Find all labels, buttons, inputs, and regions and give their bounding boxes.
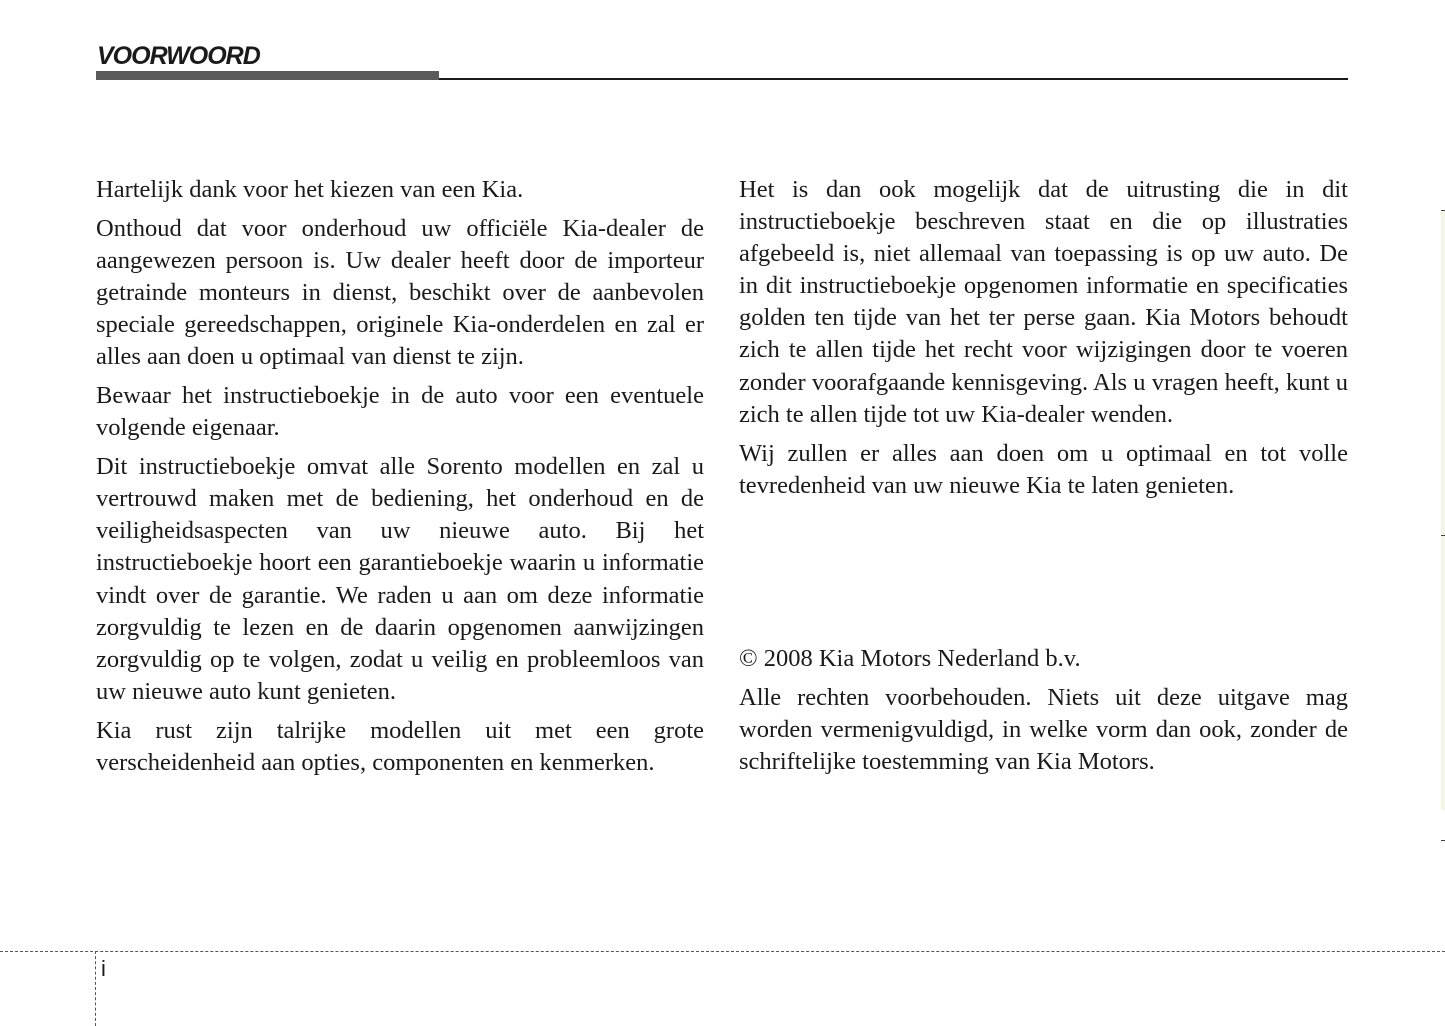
page-edge-tick: [1441, 840, 1445, 841]
page-edge-tick: [1441, 535, 1445, 536]
paragraph-keep-booklet: Bewaar het instructieboekje in de auto voor een eventuele volgende eigenaar.: [96, 382, 704, 442]
left-column: [96, 174, 704, 786]
paragraph-enjoy: Wij zullen er alles aan doen om u optimaal en tot volle tevredenheid van uw nieuwe Kia te laten genieten.: [739, 439, 1348, 499]
header-bar: [96, 71, 439, 80]
footer-margin-line: [95, 951, 96, 1026]
page-edge-strip: [1441, 210, 1445, 810]
page-number: i: [101, 956, 106, 981]
paragraph-equipment: Het is dan ook mogelijk dat de uitrusting die in dit instructieboekje beschreven staat en die op illustraties afgebeeld is, niet allemaal van toepassing is op uw auto. De in dit instructieboekje opgenomen informatie en specificaties golden ten tijde van het ter perse gaan. Kia Motors behoudt zich te allen tijde het recht voor wijzigingen door te voeren zonder voorafgaande kennisgeving. Als u vragen heeft, kunt u zich te allen tijde tot uw Kia-dealer wenden.: [739, 176, 1348, 428]
footer-divider: [0, 951, 1445, 952]
header-rule: [439, 78, 1348, 80]
page-edge-tick: [1441, 210, 1445, 211]
right-column: [739, 174, 1348, 509]
paragraph-thanks: Hartelijk dank voor het kiezen van een Kia.: [96, 176, 524, 203]
rights-notice: Alle rechten voorbehouden. Niets uit deze uitgave mag worden vermenigvuldigd, in welke vorm dan ook, zonder de schriftelijke toestemming van Kia Motors.: [739, 683, 1348, 776]
paragraph-options: Kia rust zijn talrijke modellen uit met een grote verscheidenheid aan opties, componenten en kenmerken.: [96, 716, 704, 776]
copyright-line: © 2008 Kia Motors Nederland b.v.: [739, 645, 1081, 672]
paragraph-dealer: Onthoud dat voor onderhoud uw officiële Kia-dealer de aangewezen persoon is. Uw dealer heeft door de importeur getrainde monteurs in dienst, beschikt over de aanbevolen speciale gereedschappen, originele Kia-onderdelen en zal er alles aan doen u optimaal van dienst te zijn.: [96, 214, 704, 371]
copyright-block: [739, 643, 1348, 785]
section-title: VOORWOORD: [97, 42, 260, 70]
paragraph-sorento-models: Dit instructieboekje omvat alle Sorento modellen en zal u vertrouwd maken met de bediening, het onderhoud en de veiligheidsaspecten van uw nieuwe auto. Bij het instructieboekje hoort een garantieboekje waarin u informatie vindt over de garantie. We raden u aan om deze informatie zorgvuldig te lezen en de daarin opgenomen aanwijzingen zorgvuldig op te volgen, zodat u veilig en probleemloos van uw nieuwe auto kunt genieten.: [96, 453, 704, 705]
